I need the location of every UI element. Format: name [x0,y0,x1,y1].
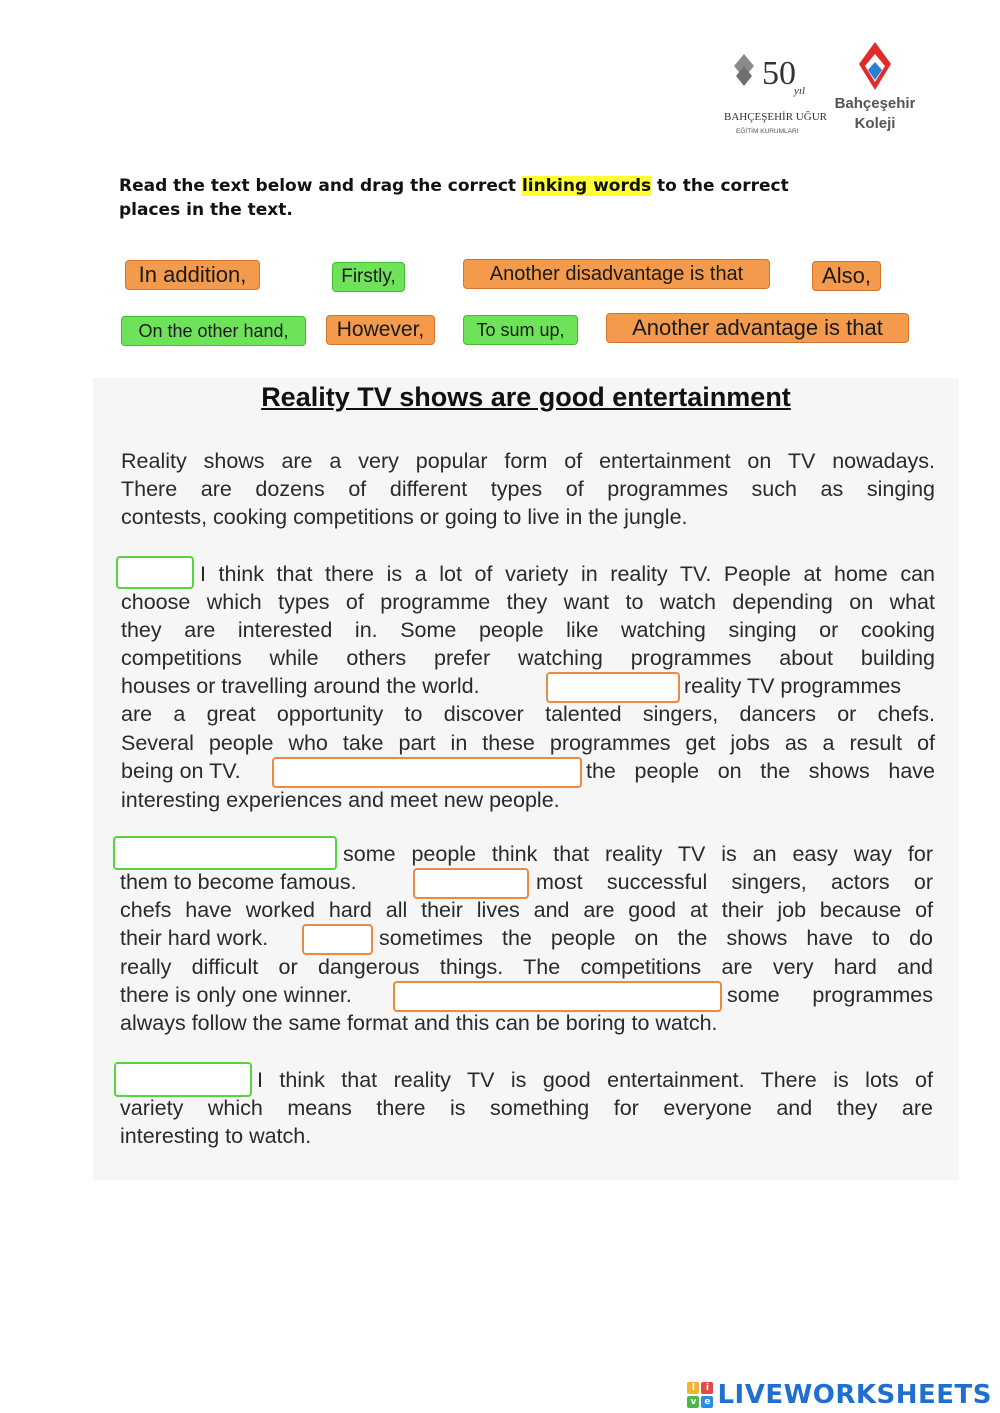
koleji-line1: Bahçeşehir [835,95,915,112]
chip-to-sum-up[interactable]: To sum up, [463,315,578,345]
text-line: always follow the same format and this can be boring to watch. [120,1011,718,1035]
text-line: are a great opportunity to discover talented singers, dancers or chefs. [121,702,935,726]
drop-slot-4[interactable] [113,836,337,870]
drop-slot-3[interactable] [272,757,582,788]
text-line: I think that there is a lot of variety in reality TV. People at home can [200,562,935,586]
bahcesehir-ugur-50-logo [722,46,827,146]
text-line: houses or travelling around the world. [121,674,480,698]
chip-another-disadvantage[interactable]: Another disadvantage is that [463,259,770,289]
drop-slot-7[interactable] [393,981,722,1012]
instructions-text-end: to the correct places in the text. [119,176,789,220]
chip-also[interactable]: Also, [812,261,881,291]
drop-slot-8[interactable] [114,1062,252,1097]
text-line: being on TV. [121,759,241,783]
logo-line2: EĞİTİM KURUMLARI [736,128,799,135]
logo-line1: BAHÇEŞEHİR UĞUR [724,111,827,123]
logo-yil-text: yıl [794,85,805,97]
text-line: chefs have worked hard all their lives and are good at their job because of [120,898,933,922]
text-line: choose which types of programme they want to watch depending on what [121,590,935,614]
text-line: they are interested in. Some people like watching singing or cooking [121,618,935,642]
text-line: the people on the shows have [586,759,935,783]
text-line: some programmes [727,983,933,1007]
text-line: Several people who take part in these programmes get jobs as a result of [121,731,935,755]
text-line: really difficult or dangerous things. The competitions are very hard and [120,955,933,979]
instructions [119,174,839,222]
text-line: some people think that reality TV is an easy way for [343,842,933,866]
text-line: them to become famous. [120,870,357,894]
text-line: interesting to watch. [120,1124,312,1148]
text-line: sometimes the people on the shows have to do [379,926,933,950]
text-line: their hard work. [120,926,269,950]
text-line: interesting experiences and meet new people. [121,788,560,812]
text-line: There are dozens of different types of programmes such as singing [121,477,935,501]
chip-another-advantage[interactable]: Another advantage is that [606,313,909,343]
text-line: competitions while others prefer watching programmes about building [121,646,935,670]
text-line: contests, cooking competitions or going to live in the jungle. [121,505,688,529]
chip-on-the-other-hand[interactable]: On the other hand, [121,316,306,346]
chip-however[interactable]: However, [326,315,435,345]
chip-firstly[interactable]: Firstly, [332,262,405,292]
drop-slot-6[interactable] [302,924,373,955]
koleji-line2: Koleji [854,115,896,132]
liveworksheets-text: LIVEWORKSHEETS [717,1380,992,1410]
text-line: there is only one winner. [120,983,352,1007]
chip-in-addition[interactable]: In addition, [125,260,260,290]
text-line: I think that reality TV is good entertainment. There is lots of [257,1068,933,1092]
drop-slot-1[interactable] [116,556,194,589]
instructions-highlight: linking words [521,176,652,196]
article-title: Reality TV shows are good entertainment [261,382,791,412]
instructions-text: Read the text below and drag the correct [119,176,522,196]
bahcesehir-koleji-logo [835,40,915,140]
text-line: variety which means there is something for everyone and they are [120,1096,933,1120]
drop-slot-5[interactable] [413,868,529,899]
text-line: most successful singers, actors or [536,870,933,894]
drop-slot-2[interactable] [546,672,680,703]
text-line: Reality shows are a very popular form of entertainment on TV nowadays. [121,449,935,473]
text-line: reality TV programmes [684,674,902,698]
logo-50-text: 50 [762,55,796,92]
liveworksheets-logo-icon: l i v e [687,1382,713,1408]
liveworksheets-brand[interactable] [687,1378,992,1412]
